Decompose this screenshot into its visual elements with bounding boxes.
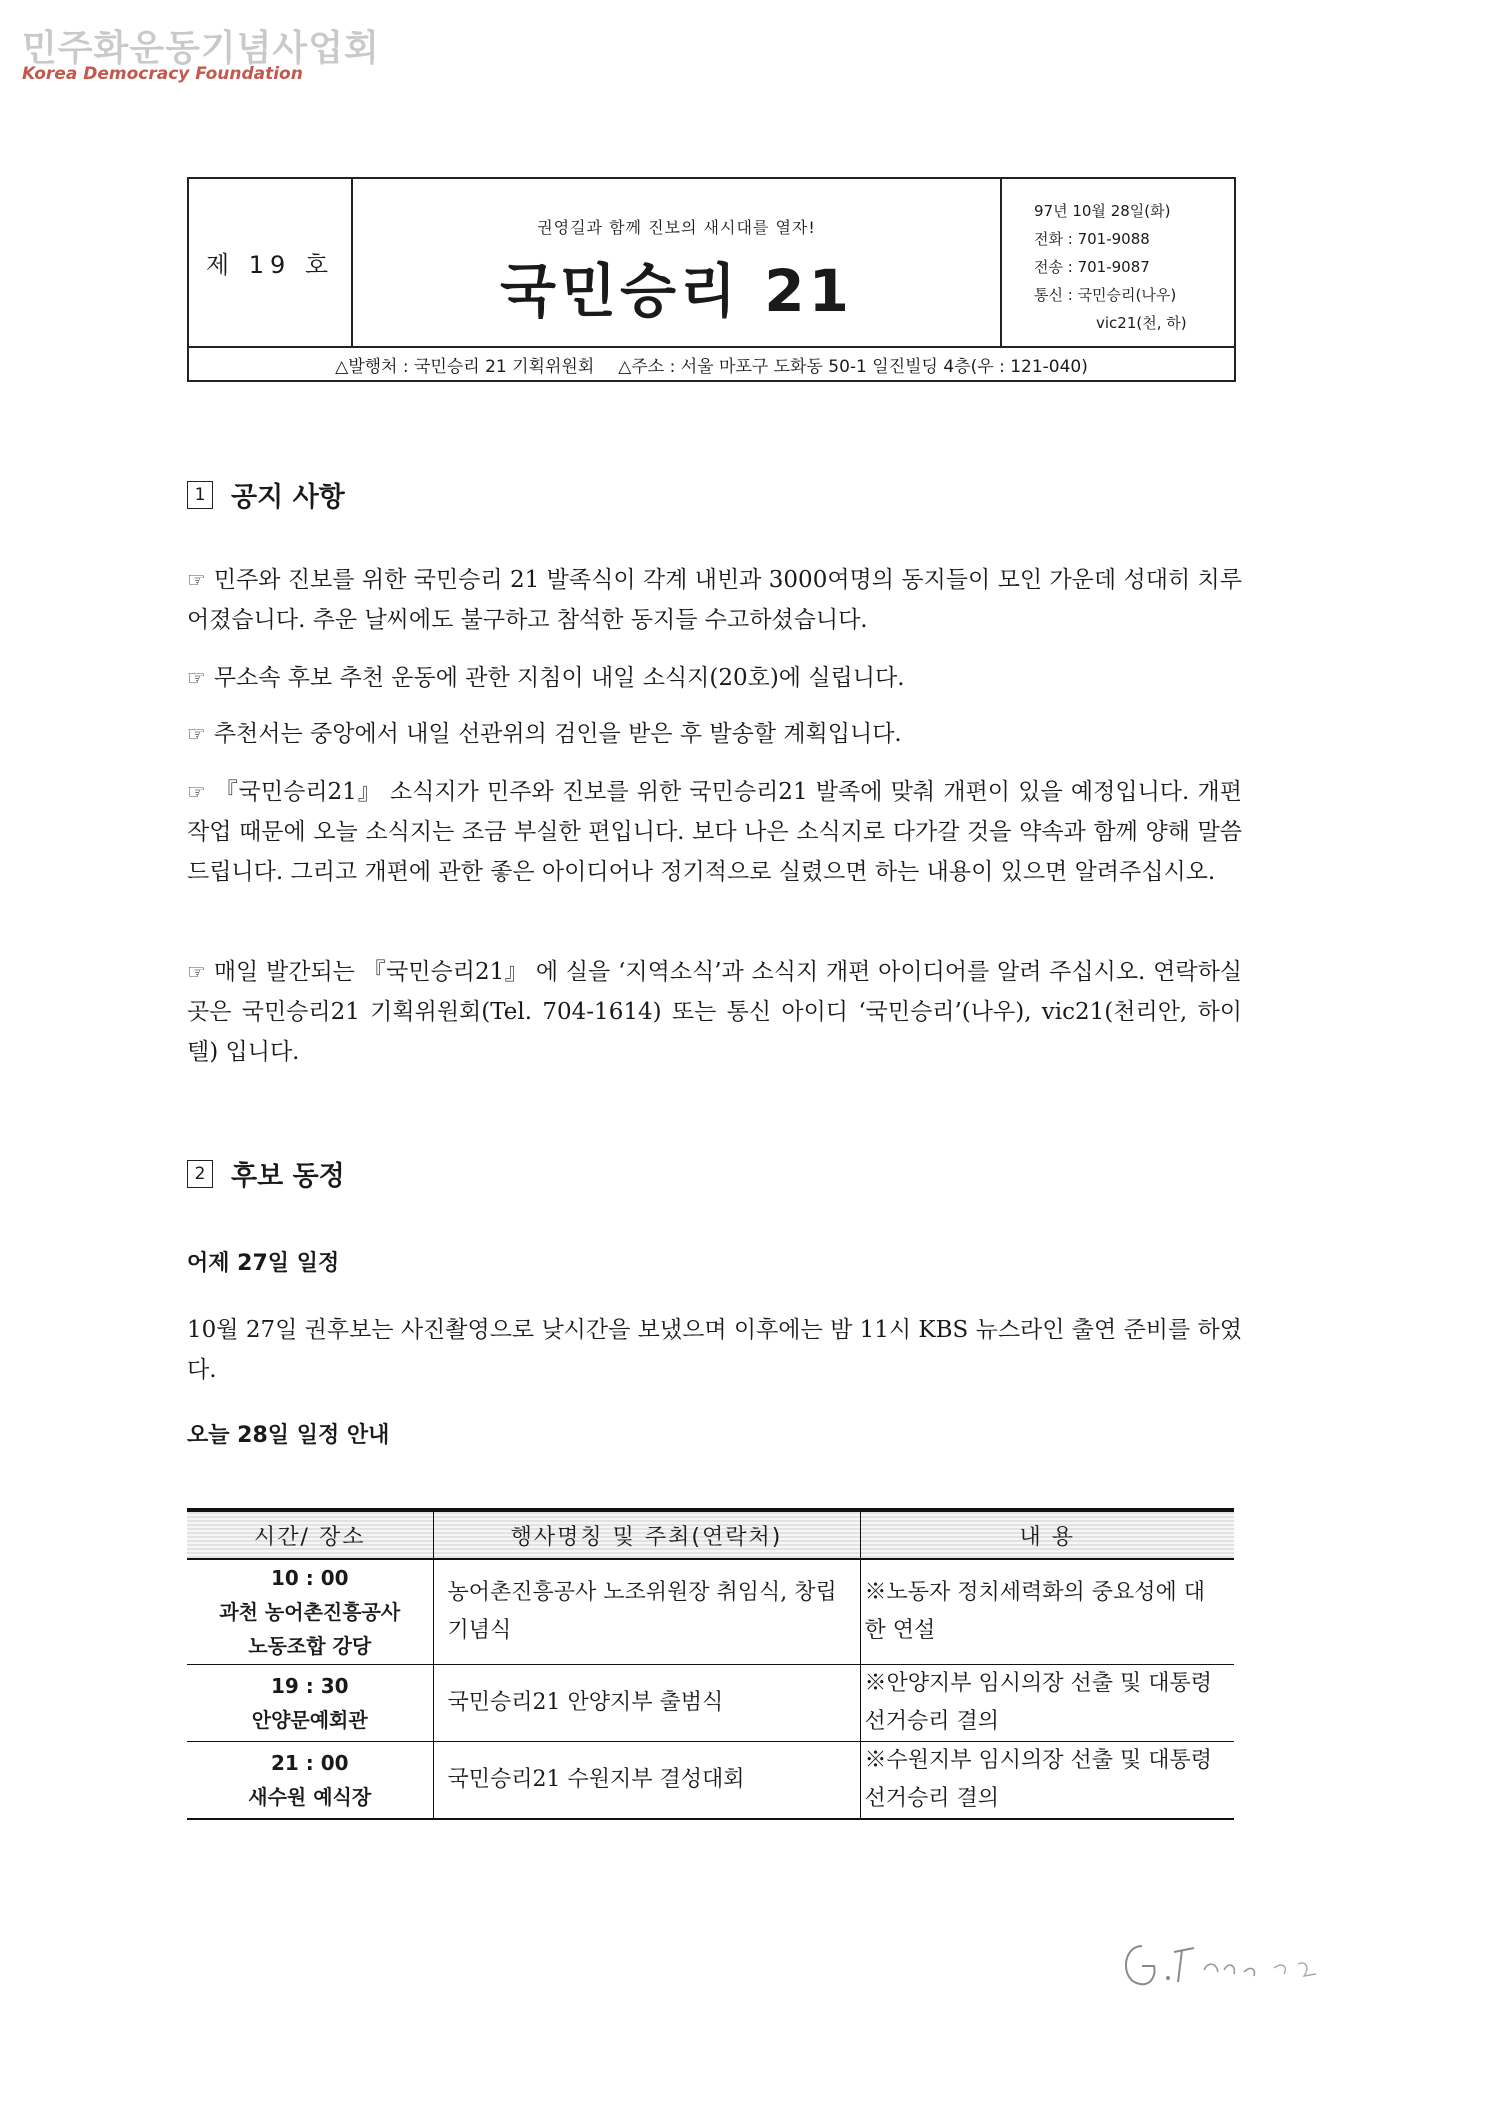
table-row: [187, 1742, 1234, 1820]
event-name-cell: 국민승리21 수원지부 결성대회: [433, 1742, 860, 1820]
pointing-hand-icon: ☞: [187, 666, 206, 690]
table-row: [187, 1559, 1234, 1665]
handwritten-scribble-icon: [1112, 1926, 1352, 2006]
notice-paragraph: [187, 772, 1242, 892]
publisher: △발행처 : 국민승리 21 기획위원회: [335, 356, 595, 377]
event-place: 안양문예회관: [251, 1708, 368, 1732]
masthead-slogan: 권영길과 함께 진보의 새시대를 열자!: [537, 218, 816, 237]
event-place: 노동조합 강당: [248, 1634, 372, 1658]
section-number-box: 2: [187, 1160, 213, 1188]
time-place-cell: [187, 1559, 433, 1665]
handwritten-mark: [1112, 1926, 1352, 2016]
column-header: 시간/ 장소: [187, 1510, 433, 1559]
event-place: 과천 농어촌진흥공사: [219, 1600, 401, 1624]
event-content-cell: ※안양지부 임시의장 선출 및 대통령선거승리 결의: [860, 1665, 1234, 1742]
notice-text: 추천서는 중앙에서 내일 선관위의 검인을 받은 후 발송할 계획입니다.: [213, 721, 902, 747]
section-title: 후보 동정: [231, 1161, 345, 1192]
pointing-hand-icon: ☞: [187, 722, 206, 746]
notice-paragraph: [187, 714, 1242, 754]
notice-paragraph: [187, 952, 1242, 1072]
newsletter-title: 국민승리 21: [499, 257, 854, 325]
watermark-org-korean: 민주화운동기념사업회: [22, 28, 380, 69]
event-name-cell: 국민승리21 안양지부 출범식: [433, 1665, 860, 1742]
address: △주소 : 서울 마포구 도화동 50-1 일진빌딩 4층(우 : 121-040): [618, 356, 1088, 377]
masthead-publisher-row: [189, 348, 1234, 380]
table-header-row: [187, 1510, 1234, 1559]
masthead-top-row: [189, 179, 1234, 348]
time-place-cell: [187, 1665, 433, 1742]
comm-id: 통신 : 국민승리(나우): [1034, 286, 1177, 304]
schedule-table: [187, 1508, 1234, 1820]
notice-text: 무소속 후보 추천 운동에 관한 지침이 내일 소식지(20호)에 실립니다.: [213, 665, 905, 691]
comm-id-2: vic21(천, 하): [1096, 314, 1187, 332]
event-time: 10 : 00: [270, 1566, 349, 1590]
pointing-hand-icon: ☞: [187, 568, 206, 592]
pointing-hand-icon: ☞: [187, 780, 206, 804]
issue-number: 제 19 호: [189, 179, 353, 346]
event-place: 새수원 예식장: [248, 1785, 372, 1809]
masthead: [187, 177, 1236, 382]
notice-text: 매일 발간되는 『국민승리21』 에 실을 ‘지역소식’과 소식지 개편 아이디어를 알려 주십시오. 연락하실 곳은 국민승리21 기획위원회(Tel. 704-1614) 또는 통신 아이디 ‘국민승리’(나우), vic21(천리안, 하이텔) 입니다.: [187, 959, 1242, 1065]
notice-text: 『국민승리21』 소식지가 민주와 진보를 위한 국민승리21 발족에 맞춰 개편이 있을 예정입니다. 개편 작업 때문에 오늘 소식지는 조금 부실한 편입니다. 보다 나은 소식지로 다가갈 것을 약속과 함께 양해 말씀 드립니다. 그리고 개편에 관한 좋은 아이디어나 정기적으로 실렸으면 하는 내용이 있으면 알려주십시오.: [187, 779, 1242, 885]
table-row: [187, 1665, 1234, 1742]
issue-date: 97년 10월 28일(화): [1034, 202, 1171, 220]
section-number-box: 1: [187, 481, 213, 509]
notice-paragraph: [187, 560, 1242, 640]
fax-number: 전송 : 701-9087: [1034, 258, 1150, 276]
event-name-cell: 농어촌진흥공사 노조위원장 취임식, 창립기념식: [433, 1559, 860, 1665]
yesterday-text: 10월 27일 권후보는 사진촬영으로 낮시간을 보냈으며 이후에는 밤 11시 KBS 뉴스라인 출연 준비를 하였다.: [187, 1317, 1242, 1383]
section-2-heading: [187, 1154, 345, 1193]
section-1-heading: [187, 475, 345, 514]
yesterday-heading: 어제 27일 일정: [187, 1251, 340, 1276]
masthead-contact-info: [1002, 179, 1234, 346]
column-header: 행사명칭 및 주최(연락처): [433, 1510, 860, 1559]
phone-number: 전화 : 701-9088: [1034, 230, 1150, 248]
masthead-center: [353, 179, 1002, 346]
event-time: 21 : 00: [270, 1751, 349, 1775]
column-header: 내 용: [860, 1510, 1234, 1559]
event-content-cell: ※수원지부 임시의장 선출 및 대통령선거승리 결의: [860, 1742, 1234, 1820]
pointing-hand-icon: ☞: [187, 960, 206, 984]
time-place-cell: [187, 1742, 433, 1820]
today-heading: 오늘 28일 일정 안내: [187, 1423, 390, 1448]
event-content-cell: ※노동자 정치세력화의 중요성에 대한 연설: [860, 1559, 1234, 1665]
section-title: 공지 사항: [231, 482, 345, 513]
watermark-org-english: Korea Democracy Foundation: [22, 64, 303, 84]
notice-paragraph: [187, 658, 1242, 698]
event-time: 19 : 30: [270, 1674, 349, 1698]
notice-text: 민주와 진보를 위한 국민승리 21 발족식이 각계 내빈과 3000여명의 동지들이 모인 가운데 성대히 치루어졌습니다. 추운 날씨에도 불구하고 참석한 동지들 수고하셨습니다.: [187, 567, 1242, 633]
